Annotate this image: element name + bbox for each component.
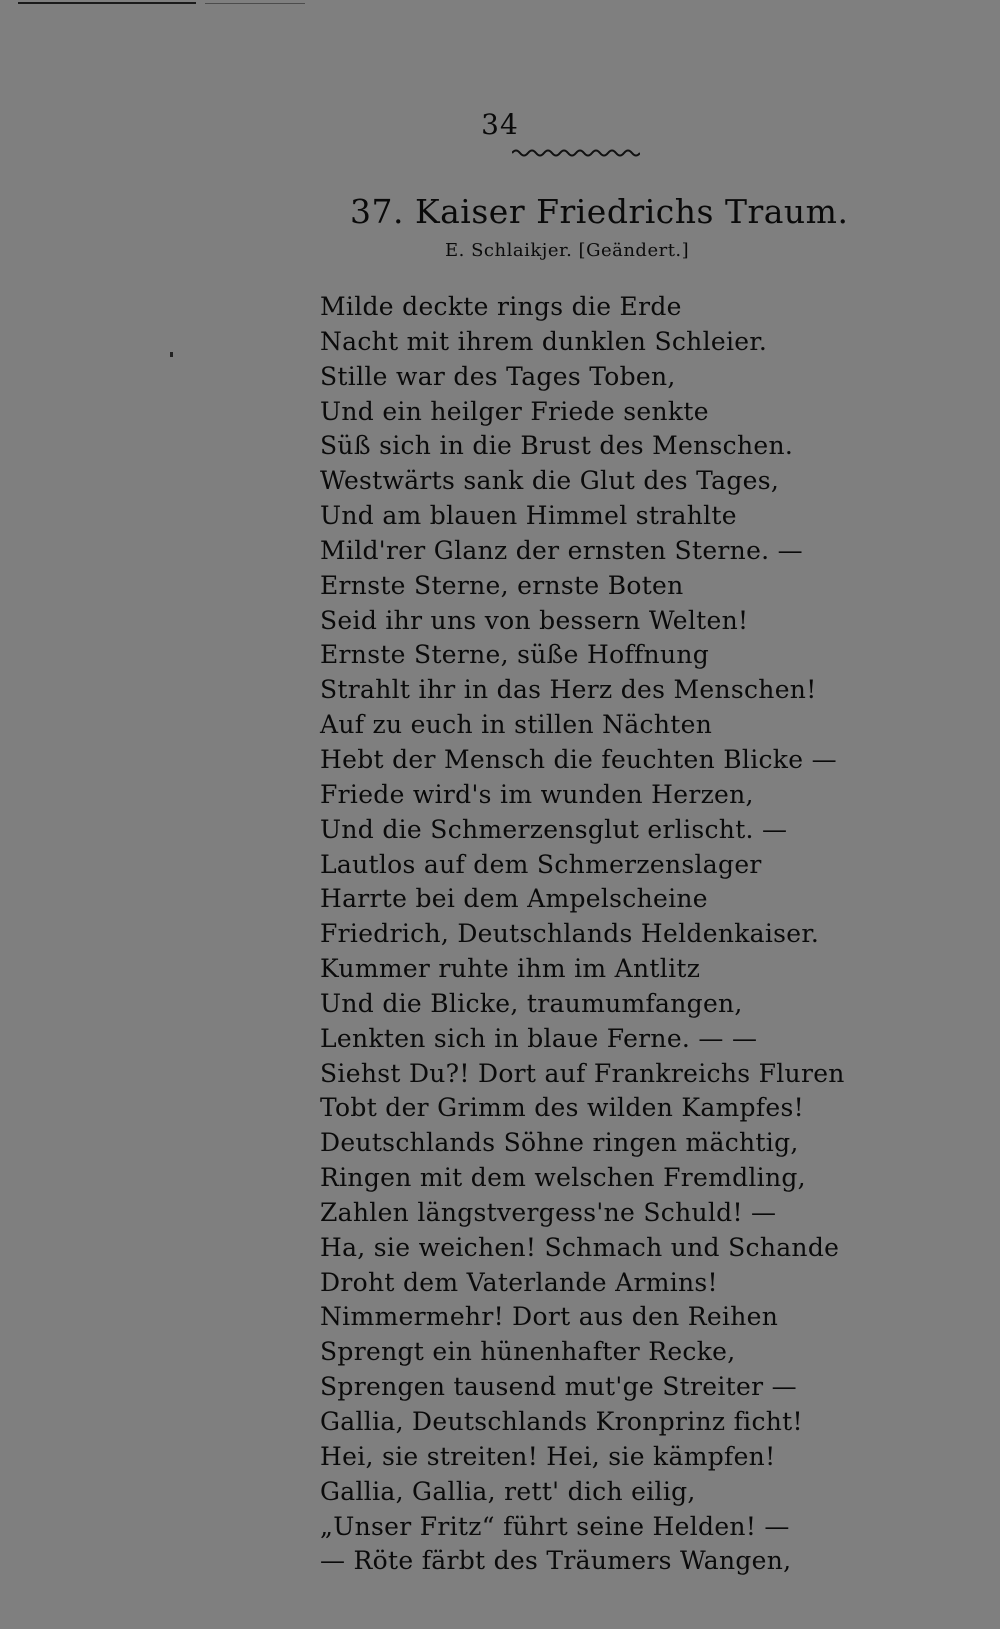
poem-title: 37. Kaiser Friedrichs Traum. bbox=[350, 192, 849, 231]
verse-line: Nimmermehr! Dort aus den Reihen bbox=[320, 1302, 779, 1332]
verse-line: Und die Schmerzensglut erlischt. — bbox=[320, 814, 788, 844]
verse-line: Tobt der Grimm des wilden Kampfes! bbox=[320, 1093, 804, 1123]
verse-line: Hei, sie streiten! Hei, sie kämpfen! bbox=[320, 1441, 776, 1471]
poem-verse bbox=[320, 290, 980, 1579]
verse-line: Seid ihr uns von bessern Welten! bbox=[320, 605, 749, 635]
verse-line: Gallia, Deutschlands Kronprinz ficht! bbox=[320, 1407, 803, 1436]
verse-line: Ringen mit dem welschen Fremdling, bbox=[320, 1163, 806, 1193]
verse-line: Friedrich, Deutschlands Heldenkaiser. bbox=[320, 919, 820, 949]
top-edge-rule bbox=[18, 2, 196, 4]
verse-line: Gallia, Gallia, rett' dich eilig, bbox=[320, 1476, 696, 1506]
verse-line: — Röte färbt des Träumers Wangen, bbox=[320, 1546, 792, 1576]
verse-line: Mild'rer Glanz der ernsten Sterne. — bbox=[320, 535, 803, 565]
verse-line: Nacht mit ihrem dunklen Schleier. bbox=[320, 326, 768, 356]
verse-line: Süß sich in die Brust des Menschen. bbox=[320, 431, 794, 461]
verse-line: Auf zu euch in stillen Nächten bbox=[320, 710, 713, 740]
verse-line: „Unser Fritz“ führt seine Helden! — bbox=[320, 1511, 790, 1541]
verse-line: Sprengen tausend mut'ge Streiter — bbox=[320, 1372, 797, 1402]
poem-author-note: E. Schlaikjer. [Geändert.] bbox=[445, 240, 690, 261]
verse-line: Friede wird's im wunden Herzen, bbox=[320, 779, 754, 809]
verse-line: Ha, sie weichen! Schmach und Schande bbox=[320, 1232, 840, 1262]
verse-line: Milde deckte rings die Erde bbox=[320, 292, 682, 321]
verse-line: Zahlen längstvergess'ne Schuld! — bbox=[320, 1197, 777, 1227]
verse-line: Kummer ruhte ihm im Antlitz bbox=[320, 954, 701, 984]
verse-line: Droht dem Vaterlande Armins! bbox=[320, 1267, 718, 1297]
verse-line: Deutschlands Söhne ringen mächtig, bbox=[320, 1128, 799, 1158]
print-speck bbox=[170, 352, 173, 357]
verse-line: Strahlt ihr in das Herz des Menschen! bbox=[320, 675, 817, 705]
verse-line: Westwärts sank die Glut des Tages, bbox=[320, 466, 780, 496]
verse-line: Lenkten sich in blaue Ferne. — — bbox=[320, 1023, 758, 1053]
verse-line: Und ein heilger Friede senkte bbox=[320, 396, 709, 426]
verse-line: Und am blauen Himmel strahlte bbox=[320, 501, 737, 531]
top-edge-rule-faint bbox=[205, 3, 305, 4]
verse-line: Siehst Du?! Dort auf Frankreichs Fluren bbox=[320, 1058, 845, 1088]
verse-line: Lautlos auf dem Schmerzenslager bbox=[320, 849, 762, 879]
verse-line: Ernste Sterne, süße Hoffnung bbox=[320, 640, 710, 670]
verse-line: Stille war des Tages Toben, bbox=[320, 361, 676, 391]
wavy-ornament bbox=[512, 146, 640, 160]
verse-line: Ernste Sterne, ernste Boten bbox=[320, 570, 684, 600]
verse-line: Sprengt ein hünenhafter Recke, bbox=[320, 1337, 736, 1367]
verse-line: Harrte bei dem Ampelscheine bbox=[320, 884, 708, 914]
verse-line: Hebt der Mensch die feuchten Blicke — bbox=[320, 744, 837, 774]
page-number: 34 bbox=[481, 108, 519, 141]
verse-line: Und die Blicke, traumumfangen, bbox=[320, 988, 743, 1018]
